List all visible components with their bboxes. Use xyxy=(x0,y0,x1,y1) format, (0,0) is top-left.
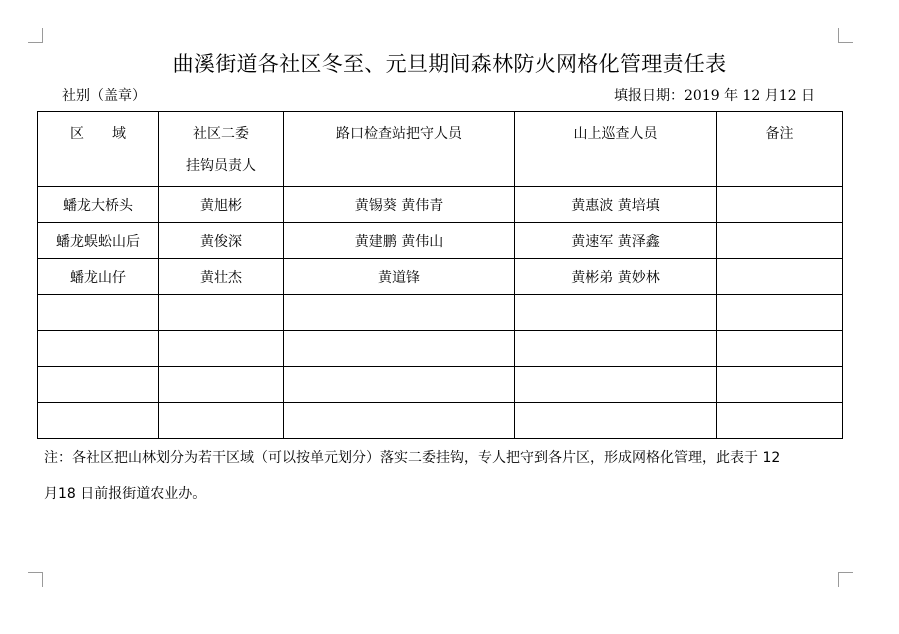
cell-checkpoint xyxy=(284,331,515,367)
cell-area: 蟠龙山仔 xyxy=(38,259,159,295)
cell-patrol: 黄彬弟 黄妙林 xyxy=(515,259,717,295)
cell-area: 蟠龙大桥头 xyxy=(38,187,159,223)
footnote-line: 注：各社区把山林划分为若干区域（可以按单元划分）落实二委挂钩，专人把守到各片区，形成网格化管理，此表于 12 xyxy=(44,450,781,466)
cell-area xyxy=(38,295,159,331)
cell-patrol xyxy=(515,331,717,367)
footnote-line: 月18 日前报街道农业办。 xyxy=(44,486,207,502)
cell-committee xyxy=(159,367,284,403)
table-row xyxy=(38,187,843,223)
cell-remarks xyxy=(717,223,843,259)
header-cell-checkpoint xyxy=(284,112,515,187)
cell-patrol: 黄惠波 黄培填 xyxy=(515,187,717,223)
cell-committee: 黄旭彬 xyxy=(159,187,284,223)
header-label: 社区二委 xyxy=(193,126,249,142)
cell-checkpoint xyxy=(284,295,515,331)
header-label: 备注 xyxy=(765,126,794,142)
cell-remarks xyxy=(717,367,843,403)
header-cell-committee xyxy=(159,112,284,187)
header-cell-area xyxy=(38,112,159,187)
cell-committee xyxy=(159,295,284,331)
header-cell-patrol xyxy=(515,112,717,187)
header-label: 山上巡查人员 xyxy=(573,126,658,142)
cell-patrol xyxy=(515,403,717,439)
cell-area xyxy=(38,403,159,439)
header-cell-remarks xyxy=(717,112,843,187)
cell-patrol xyxy=(515,367,717,403)
table-row xyxy=(38,295,843,331)
cell-committee xyxy=(159,403,284,439)
report-date: 填报日期：2019 年 12 月12 日 xyxy=(614,88,816,104)
cell-area xyxy=(38,331,159,367)
community-seal-label: 社别（盖章） xyxy=(62,88,146,104)
cell-committee xyxy=(159,331,284,367)
cell-patrol xyxy=(515,295,717,331)
cell-checkpoint: 黄建鹏 黄伟山 xyxy=(284,223,515,259)
table-row xyxy=(38,259,843,295)
footnote xyxy=(44,440,844,512)
cell-remarks xyxy=(717,295,843,331)
cell-checkpoint: 黄道锋 xyxy=(284,259,515,295)
cell-checkpoint: 黄锡葵 黄伟青 xyxy=(284,187,515,223)
document-title: 曲溪街道各社区冬至、元旦期间森林防火网格化管理责任表 xyxy=(172,52,727,76)
cell-committee: 黄俊深 xyxy=(159,223,284,259)
page-corner-mark-bottom-left xyxy=(28,572,43,587)
cell-area: 蟠龙蜈蚣山后 xyxy=(38,223,159,259)
header-label: 区 域 xyxy=(70,126,126,142)
cell-remarks xyxy=(717,331,843,367)
cell-area xyxy=(38,367,159,403)
page-corner-mark-bottom-right xyxy=(838,572,853,587)
table-header-row xyxy=(38,112,843,187)
cell-remarks xyxy=(717,259,843,295)
cell-remarks xyxy=(717,403,843,439)
cell-remarks xyxy=(717,187,843,223)
cell-checkpoint xyxy=(284,367,515,403)
header-label: 路口检查站把守人员 xyxy=(336,126,462,142)
header-label: 挂钩员责人 xyxy=(186,158,256,174)
page-corner-mark-top-left xyxy=(28,28,43,43)
cell-patrol: 黄速军 黄泽鑫 xyxy=(515,223,717,259)
table-row xyxy=(38,331,843,367)
cell-checkpoint xyxy=(284,403,515,439)
table-row xyxy=(38,367,843,403)
table-row xyxy=(38,223,843,259)
responsibility-table xyxy=(37,111,843,439)
table-row xyxy=(38,403,843,439)
cell-committee: 黄壮杰 xyxy=(159,259,284,295)
page-corner-mark-top-right xyxy=(838,28,853,43)
